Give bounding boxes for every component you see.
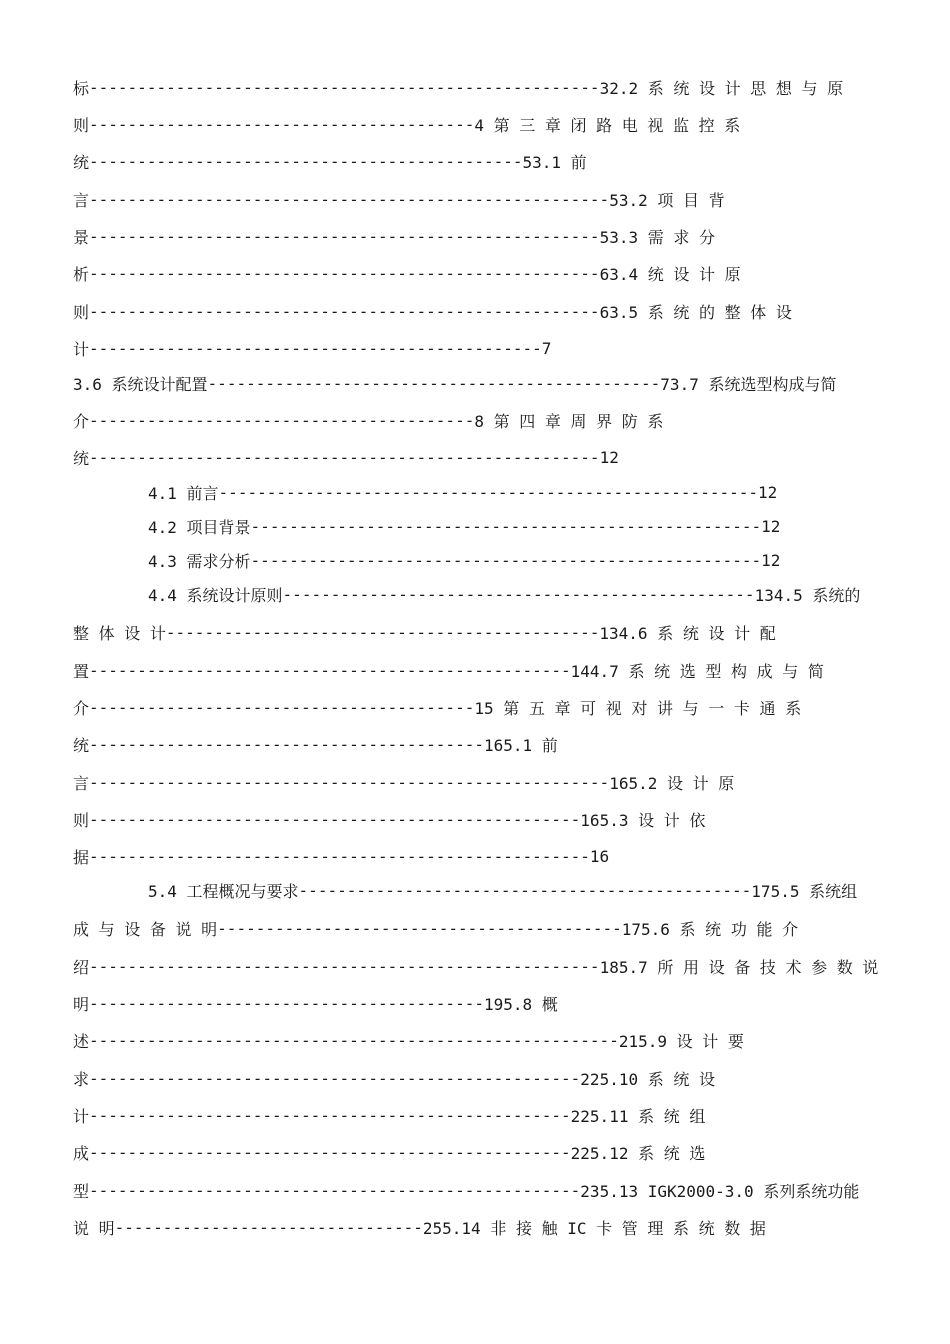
toc-entry-page: 225.10 系 统 设 xyxy=(580,1069,715,1089)
toc-line xyxy=(148,581,879,607)
toc-leader-dashes: ----------------------------------------------- xyxy=(298,880,752,900)
toc-leader-dashes: ------------------------------------------------- xyxy=(282,584,755,604)
toc-entry-title: 标 xyxy=(73,78,90,98)
toc-line xyxy=(73,223,879,249)
toc-entry-title: 统 xyxy=(73,152,90,172)
toc-entry-title: 析 xyxy=(73,264,90,284)
toc-entry-title: 型 xyxy=(73,1181,90,1201)
toc-entry-page: 134.5 系统的 xyxy=(754,585,861,605)
toc-entry-page: 165.1 前 xyxy=(483,735,558,755)
toc-leader-dashes: ----------------------------------------------------- xyxy=(89,77,600,97)
toc-leader-dashes: ----------------------------------------------------- xyxy=(89,263,600,283)
toc-line xyxy=(73,260,879,286)
toc-entry-title: 统 xyxy=(73,735,90,755)
toc-entry-title: 据 xyxy=(73,847,90,867)
toc-entry-title: 4.1 前言 xyxy=(148,483,219,503)
toc-leader-dashes: ----------------------------------------------------- xyxy=(89,447,600,467)
toc-entry-title: 置 xyxy=(73,661,90,681)
toc-line xyxy=(73,1139,879,1165)
toc-entry-title: 则 xyxy=(73,115,90,135)
toc-line xyxy=(73,74,879,100)
toc-leader-dashes: ------------------------------------------ xyxy=(217,918,622,938)
toc-line xyxy=(73,186,879,212)
toc-line xyxy=(148,547,879,573)
toc-line xyxy=(148,513,879,539)
toc-entry-page: 53.3 需 求 分 xyxy=(599,227,715,247)
toc-leader-dashes: -------------------------------------------------- xyxy=(89,1142,571,1162)
toc-entry-title: 统 xyxy=(73,448,90,468)
toc-entry-page: 195.8 概 xyxy=(483,994,558,1014)
toc-line xyxy=(73,111,879,137)
toc-leader-dashes: ----------------------------------------------------- xyxy=(250,516,762,536)
toc-entry-title: 言 xyxy=(73,773,90,793)
toc-leader-dashes: --------------------------------------------- xyxy=(165,622,600,642)
toc-entry-title: 绍 xyxy=(73,957,90,977)
toc-entry-title: 整 体 设 计 xyxy=(73,623,166,643)
toc-entry-page: 32.2 系 统 设 计 思 想 与 原 xyxy=(599,78,844,98)
toc-leader-dashes: ------------------------------------------------------- xyxy=(89,1030,619,1050)
toc-entry-page: 63.5 系 统 的 整 体 设 xyxy=(599,302,792,322)
toc-entry-title: 4.2 项目背景 xyxy=(148,517,251,537)
toc-entry-page: 12 xyxy=(761,550,781,570)
toc-entry-title: 4.3 需求分析 xyxy=(148,551,251,571)
toc-line xyxy=(73,843,879,869)
toc-line xyxy=(73,370,879,396)
toc-entry-title: 则 xyxy=(73,302,90,322)
toc-leader-dashes: ---------------------------------------- xyxy=(89,697,475,717)
toc-leader-dashes: --------------------------------------------------- xyxy=(89,809,581,829)
toc-entry-title: 明 xyxy=(73,994,90,1014)
toc-line xyxy=(73,619,879,645)
toc-entry-page: 63.4 统 设 计 原 xyxy=(599,264,741,284)
toc-line xyxy=(73,731,879,757)
toc-entry-page: 225.11 系 统 组 xyxy=(570,1106,706,1126)
toc-entry-title: 4.4 系统设计原则 xyxy=(148,585,283,605)
toc-leader-dashes: ---------------------------------------------------- xyxy=(89,846,590,866)
toc-leader-dashes: -------------------------------------------------- xyxy=(89,1105,571,1125)
toc-line xyxy=(73,407,879,433)
toc-leader-dashes: -------------------------------------------------- xyxy=(89,660,571,680)
toc-entry-page: 255.14 非 接 触 IC 卡 管 理 系 统 数 据 xyxy=(422,1218,766,1238)
toc-leader-dashes: ----------------------------------------- xyxy=(89,993,484,1013)
toc-entry-page: 215.9 设 计 要 xyxy=(618,1031,744,1051)
toc-entry-page: 235.13 IGK2000-3.0 系列系统功能 xyxy=(580,1181,860,1201)
toc-entry-page: 16 xyxy=(589,846,610,866)
toc-line xyxy=(73,657,879,683)
toc-leader-dashes: ----------------------------------------------------- xyxy=(89,956,600,976)
toc-entry-title: 言 xyxy=(73,190,90,210)
toc-line xyxy=(73,1177,879,1203)
toc-entry-title: 求 xyxy=(73,1069,90,1089)
toc-leader-dashes: ----------------------------------------------- xyxy=(207,373,661,393)
toc-entry-title: 介 xyxy=(73,411,90,431)
toc-line xyxy=(73,1102,879,1128)
toc-line xyxy=(73,1065,879,1091)
toc-leader-dashes: ----------------------------------------------------- xyxy=(89,301,600,321)
toc-line xyxy=(73,694,879,720)
toc-entry-title: 成 xyxy=(73,1143,90,1163)
toc-entry-page: 134.6 系 统 设 计 配 xyxy=(599,623,776,643)
toc-entry-page: 175.6 系 统 功 能 介 xyxy=(621,919,799,939)
toc-line xyxy=(73,444,879,470)
toc-leader-dashes: ---------------------------------------- xyxy=(89,114,475,134)
toc-entry-title: 景 xyxy=(73,227,90,247)
toc-leader-dashes: ----------------------------------------- xyxy=(89,734,484,754)
toc-entry-page: 12 xyxy=(761,516,781,536)
toc-entry-title: 3.6 系统设计配置 xyxy=(73,374,208,394)
toc-line xyxy=(73,915,879,941)
toc-line xyxy=(148,877,879,903)
toc-leader-dashes: --------------------------------------------------- xyxy=(89,1180,581,1200)
toc-entry-page: 4 第 三 章 闭 路 电 视 监 控 系 xyxy=(474,115,741,135)
toc-entry-page: 12 xyxy=(757,482,778,502)
toc-entry-page: 165.2 设 计 原 xyxy=(609,773,735,793)
toc-leader-dashes: ---------------------------------------- xyxy=(89,410,475,430)
toc-entry-page: 175.5 系统组 xyxy=(751,881,858,901)
toc-line xyxy=(73,148,879,174)
toc-entry-page: 7 xyxy=(541,338,552,358)
toc-leader-dashes: --------------------------------------------------- xyxy=(89,1068,581,1088)
toc-entry-page: 73.7 系统选型构成与简 xyxy=(660,374,837,394)
toc-entry-page: 53.1 前 xyxy=(522,152,587,172)
toc-line xyxy=(73,990,879,1016)
toc-entry-title: 计 xyxy=(73,339,90,359)
toc-entry-page: 8 第 四 章 周 界 防 系 xyxy=(474,411,664,431)
toc-line xyxy=(73,298,879,324)
toc-entry-page: 144.7 系 统 选 型 构 成 与 简 xyxy=(570,661,824,681)
toc-leader-dashes: --------------------------------------------- xyxy=(89,151,523,171)
toc-leader-dashes: -------------------------------------------------------- xyxy=(218,482,758,502)
toc-line xyxy=(73,1214,879,1240)
toc-leader-dashes: ----------------------------------------------------- xyxy=(89,226,600,246)
toc-entry-page: 185.7 所 用 设 备 技 术 参 数 说 xyxy=(599,957,879,977)
toc-entry-title: 述 xyxy=(73,1031,90,1051)
toc-line xyxy=(73,806,879,832)
toc-entry-title: 计 xyxy=(73,1106,90,1126)
toc-entry-title: 5.4 工程概况与要求 xyxy=(148,881,299,901)
toc-entry-page: 165.3 设 计 依 xyxy=(580,810,706,830)
toc-line xyxy=(73,769,879,795)
toc-line xyxy=(73,1027,879,1053)
toc-entry-title: 说 明 xyxy=(73,1218,115,1238)
toc-entry-page: 225.12 系 统 选 xyxy=(570,1143,706,1163)
toc-line xyxy=(73,953,879,979)
toc-line xyxy=(73,335,879,361)
toc-entry-page: 15 第 五 章 可 视 对 讲 与 一 卡 通 系 xyxy=(474,698,802,718)
toc-leader-dashes: -------------------------------- xyxy=(114,1217,423,1237)
toc-leader-dashes: ------------------------------------------------------ xyxy=(89,772,610,792)
toc-entry-page: 12 xyxy=(599,447,619,467)
toc-entry-title: 介 xyxy=(73,698,90,718)
toc-leader-dashes: ----------------------------------------------- xyxy=(89,338,542,358)
toc-leader-dashes: ------------------------------------------------------ xyxy=(89,189,610,209)
toc-entry-title: 则 xyxy=(73,810,90,830)
toc-line xyxy=(148,479,879,505)
toc-leader-dashes: ----------------------------------------------------- xyxy=(250,550,762,570)
toc-entry-page: 53.2 项 目 背 xyxy=(609,190,725,210)
toc-entry-title: 成 与 设 备 说 明 xyxy=(73,919,218,939)
